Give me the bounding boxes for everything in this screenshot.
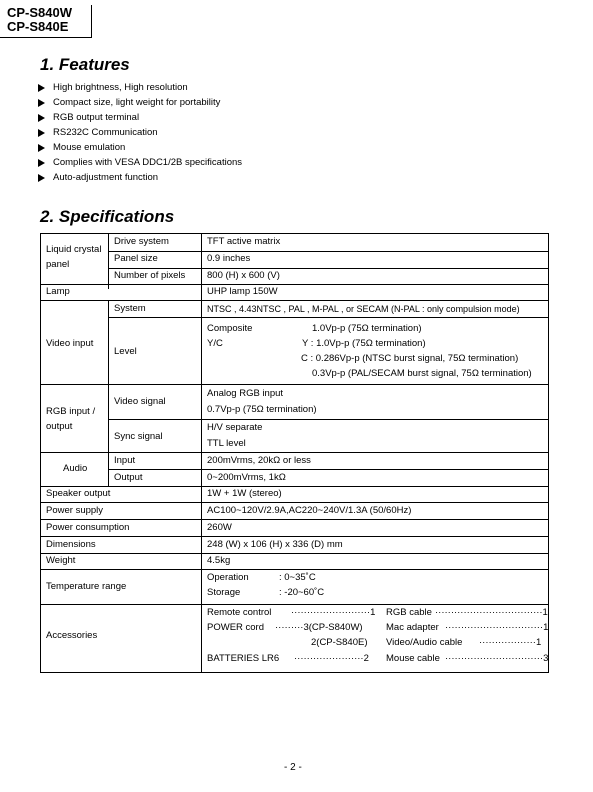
storage-value: : -20~60˚C (279, 587, 325, 598)
grid-line (108, 419, 549, 420)
video-signal-value2: 0.7Vp-p (75Ω termination) (207, 404, 317, 415)
list-item: High brightness, High resolution (38, 80, 242, 95)
weight-label: Weight (46, 555, 76, 566)
video-level-label: Level (114, 346, 137, 357)
temperature-label: Temperature range (46, 581, 127, 592)
operation-label: Operation (207, 572, 249, 583)
grid-line (41, 536, 549, 537)
grid-line (41, 300, 549, 301)
grid-line (41, 519, 549, 520)
power-cord-qty: ·········3(CP-S840W) (275, 622, 363, 633)
remote-control-label: Remote control (207, 607, 272, 618)
grid-line (108, 469, 549, 470)
c-value: C : 0.286Vp-p (NTSC burst signal, 75Ω termination) (301, 353, 519, 364)
video-audio-cable-label: Video/Audio cable (386, 637, 463, 648)
video-audio-cable-qty: ··················1 (479, 637, 542, 648)
composite-value: 1.0Vp-p (75Ω termination) (312, 323, 422, 334)
bullet-triangle-icon (38, 129, 45, 137)
video-system-label: System (114, 303, 146, 314)
power-consumption-value: 260W (207, 522, 232, 533)
weight-value: 4.5kg (207, 555, 231, 566)
bullet-triangle-icon (38, 84, 45, 92)
speaker-label: Speaker output (46, 488, 111, 499)
drive-system-label: Drive system (114, 236, 169, 247)
drive-system-value: TFT active matrix (207, 236, 281, 247)
list-item: Compact size, light weight for portability (38, 95, 242, 110)
c-value-pal: 0.3Vp-p (PAL/SECAM burst signal, 75Ω termination) (312, 368, 532, 379)
list-item: Auto-adjustment function (38, 170, 242, 185)
model-number-box (0, 5, 92, 38)
sync-signal-value1: H/V separate (207, 422, 263, 433)
mac-adapter-label: Mac adapter (386, 622, 439, 633)
power-cord-label: POWER cord (207, 622, 265, 633)
lamp-label: Lamp (46, 286, 70, 297)
grid-line (41, 502, 549, 503)
grid-line (108, 317, 549, 318)
remote-control-qty: ·························1 (291, 607, 376, 618)
bullet-triangle-icon (38, 144, 45, 152)
bullet-triangle-icon (38, 159, 45, 167)
grid-line (41, 486, 549, 487)
page-number: - 2 - (284, 762, 302, 773)
pixels-value: 800 (H) x 600 (V) (207, 270, 280, 281)
grid-line (108, 301, 109, 452)
features-list (38, 80, 242, 185)
grid-line (108, 234, 109, 289)
rgb-cable-label: RGB cable (386, 607, 432, 618)
bullet-triangle-icon (38, 114, 45, 122)
power-cord-qty-e: 2(CP-S840E) (311, 637, 368, 648)
power-consumption-label: Power consumption (46, 522, 130, 533)
pixels-label: Number of pixels (114, 270, 186, 281)
video-signal-value1: Analog RGB input (207, 388, 284, 399)
accessories-label: Accessories (46, 630, 98, 641)
audio-output-label: Output (114, 472, 143, 483)
rgb-label-line2: output (46, 421, 73, 432)
operation-value: : 0~35˚C (279, 572, 316, 583)
y-value: Y : 1.0Vp-p (75Ω termination) (302, 338, 426, 349)
power-supply-value: AC100~120V/2.9A,AC220~240V/1.3A (50/60Hz) (207, 505, 412, 516)
yc-label: Y/C (207, 338, 223, 349)
list-item: Complies with VESA DDC1/2B specifications (38, 155, 242, 170)
audio-input-value: 200mVrms, 20kΩ or less (207, 455, 311, 466)
grid-line (41, 452, 549, 453)
batteries-qty: ······················2 (294, 653, 369, 664)
grid-line (41, 569, 549, 570)
audio-label: Audio (63, 463, 88, 474)
list-item: RGB output terminal (38, 110, 242, 125)
lcd-label-line2: panel (46, 259, 70, 270)
dimensions-value: 248 (W) x 106 (H) x 336 (D) mm (207, 539, 343, 550)
audio-output-value: 0~200mVrms, 1kΩ (207, 472, 286, 483)
model-name-w: CP-S840W (7, 5, 73, 20)
rgb-label-line1: RGB input / (46, 406, 96, 417)
lamp-value: UHP lamp 150W (207, 286, 278, 297)
power-supply-label: Power supply (46, 505, 104, 516)
lcd-label-line1: Liquid crystal (46, 244, 102, 255)
grid-line (201, 234, 202, 289)
specifications-table (40, 233, 549, 673)
composite-label: Composite (207, 323, 253, 334)
speaker-value: 1W + 1W (stereo) (207, 488, 282, 499)
grid-line (201, 301, 202, 486)
bullet-triangle-icon (38, 174, 45, 182)
grid-line (108, 268, 549, 269)
sync-signal-value2: TTL level (207, 438, 246, 449)
storage-label: Storage (207, 587, 241, 598)
list-item: RS232C Communication (38, 125, 242, 140)
list-item: Mouse emulation (38, 140, 242, 155)
mouse-cable-label: Mouse cable (386, 653, 440, 664)
grid-line (108, 251, 549, 252)
model-name-e: CP-S840E (7, 19, 69, 34)
features-heading: 1. Features (40, 55, 130, 74)
grid-line (41, 553, 549, 554)
audio-input-label: Input (114, 455, 136, 466)
panel-size-label: Panel size (114, 253, 158, 264)
grid-line (41, 284, 549, 285)
video-system-value: NTSC , 4.43NTSC , PAL , M-PAL , or SECAM (N-PAL : only compulsion mode) (207, 304, 520, 314)
grid-line (201, 486, 202, 673)
mac-adapter-qty: ·······························1 (445, 622, 549, 633)
grid-line (41, 604, 549, 605)
sync-signal-label: Sync signal (114, 431, 163, 442)
rgb-cable-qty: ··································1 (435, 607, 548, 618)
grid-line (41, 384, 549, 385)
bullet-triangle-icon (38, 99, 45, 107)
panel-size-value: 0.9 inches (207, 253, 251, 264)
mouse-cable-qty: ·······························3 (445, 653, 549, 664)
dimensions-label: Dimensions (46, 539, 96, 550)
specifications-heading: 2. Specifications (40, 207, 175, 226)
batteries-label: BATTERIES LR6 (207, 653, 280, 664)
video-input-label: Video input (46, 338, 94, 349)
video-signal-label: Video signal (114, 396, 166, 407)
